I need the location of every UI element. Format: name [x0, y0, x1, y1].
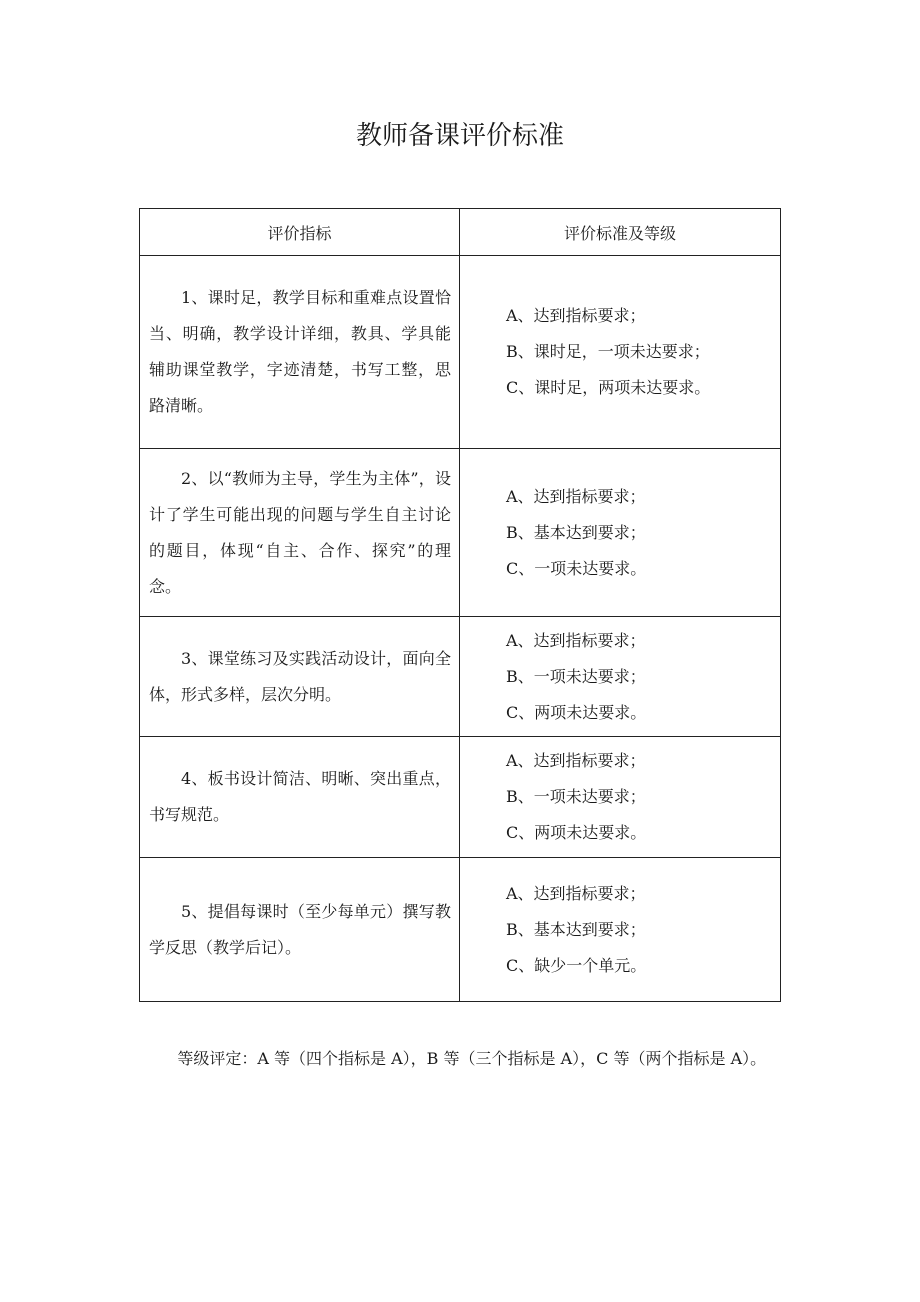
- table-row: [140, 737, 781, 858]
- indicator-cell: 3、课堂练习及实践活动设计，面向全体，形式多样，层次分明。: [140, 617, 460, 737]
- grading-note: 等级评定：A 等（四个指标是 A），B 等（三个指标是 A），C 等（两个指标是 A）。: [177, 1049, 767, 1068]
- indicator-cell: 2、以“教师为主导，学生为主体”，设计了学生可能出现的问题与学生自主讨论的题目，体现“自主、合作、探究”的理念。: [140, 449, 460, 617]
- grade-a: A、达到指标要求；: [506, 751, 646, 770]
- grade-a: A、达到指标要求；: [506, 630, 646, 650]
- grade-b: B、课时足，一项未达要求；: [506, 342, 710, 361]
- column-header-indicator: 评价指标: [140, 209, 460, 256]
- grade-a: A、达到指标要求；: [506, 306, 646, 325]
- grades-cell: [460, 737, 781, 858]
- grades-cell: [460, 858, 781, 1002]
- indicator-cell: 4、板书设计简洁、明晰、突出重点，书写规范。: [140, 737, 460, 858]
- table-row: [140, 449, 781, 617]
- indicator-cell: 1、课时足，教学目标和重难点设置恰当、明确，教学设计详细，教具、学具能辅助课堂教学，字迹清楚，书写工整，思路清晰。: [140, 256, 460, 449]
- grade-c: C、两项未达要求。: [506, 702, 647, 722]
- grades-cell: [460, 617, 781, 737]
- grade-b: B、一项未达要求；: [506, 787, 646, 806]
- table-header-row: [140, 209, 781, 256]
- grade-c: C、一项未达要求。: [506, 558, 647, 578]
- table-row: [140, 617, 781, 737]
- table-row: [140, 858, 781, 1002]
- indicator-cell: 5、提倡每课时（至少每单元）撰写教学反思（教学后记）。: [140, 858, 460, 1002]
- grade-c: C、两项未达要求。: [506, 823, 647, 842]
- grade-b: B、基本达到要求；: [506, 522, 646, 542]
- grade-b: B、一项未达要求；: [506, 666, 646, 686]
- evaluation-table: [139, 208, 781, 1002]
- grades-cell: [460, 449, 781, 617]
- grade-c: C、课时足，两项未达要求。: [506, 378, 711, 397]
- grade-a: A、达到指标要求；: [506, 486, 646, 506]
- table-row: [140, 256, 781, 449]
- page-title: 教师备课评价标准: [355, 121, 564, 151]
- grade-c: C、缺少一个单元。: [506, 955, 647, 975]
- grade-a: A、达到指标要求；: [506, 883, 646, 903]
- grades-cell: [460, 256, 781, 449]
- grade-b: B、基本达到要求；: [506, 919, 646, 939]
- column-header-grades: 评价标准及等级: [460, 209, 781, 256]
